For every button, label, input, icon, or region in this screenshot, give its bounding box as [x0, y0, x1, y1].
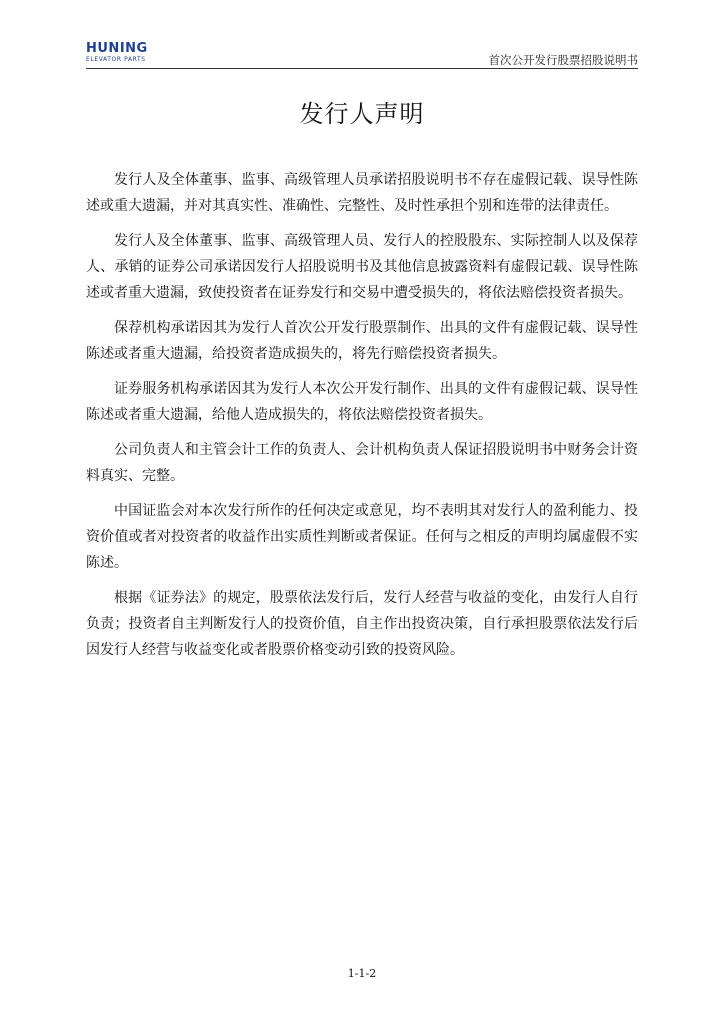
paragraph: 证券服务机构承诺因其为发行人本次公开发行制作、出具的文件有虚假记载、误导性陈述或者重大遗漏，给他人造成损失的，将依法赔偿投资者损失。	[86, 381, 638, 423]
page-number: 1-1-2	[347, 967, 377, 980]
page-header	[86, 42, 638, 69]
paragraph: 发行人及全体董事、监事、高级管理人员承诺招股说明书不存在虚假记载、误导性陈述或重大遗漏，并对其真实性、准确性、完整性、及时性承担个别和连带的法律责任。	[86, 172, 638, 214]
page-title: 发行人声明	[299, 100, 425, 128]
paragraph: 公司负责人和主管会计工作的负责人、会计机构负责人保证招股说明书中财务会计资料真实、完整。	[86, 442, 638, 484]
statement-body	[86, 167, 638, 672]
paragraph: 保荐机构承诺因其为发行人首次公开发行股票制作、出具的文件有虚假记载、误导性陈述或者重大遗漏，给投资者造成损失的，将先行赔偿投资者损失。	[86, 320, 638, 362]
paragraph: 中国证监会对本次发行所作的任何决定或意见，均不表明其对发行人的盈利能力、投资价值或者对投资者的收益作出实质性判断或者保证。任何与之相反的声明均属虚假不实陈述。	[86, 503, 638, 571]
header-document-title: 首次公开发行股票招股说明书	[488, 53, 638, 67]
paragraph: 根据《证券法》的规定，股票依法发行后，发行人经营与收益的变化，由发行人自行负责；投资者自主判断发行人的投资价值，自主作出投资决策，自行承担股票依法发行后因发行人经营与收益变化或者股票价格变动引致的投资风险。	[86, 590, 638, 658]
logo-main-text: HUNING	[86, 41, 148, 56]
company-logo	[86, 42, 148, 63]
logo-sub-text: ELEVATOR PARTS	[86, 56, 146, 63]
paragraph: 发行人及全体董事、监事、高级管理人员、发行人的控股股东、实际控制人以及保荐人、承销的证券公司承诺因发行人招股说明书及其他信息披露资料有虚假记载、误导性陈述或者重大遗漏，致使投资者在证券发行和交易中遭受损失的，将依法赔偿投资者损失。	[86, 233, 638, 301]
